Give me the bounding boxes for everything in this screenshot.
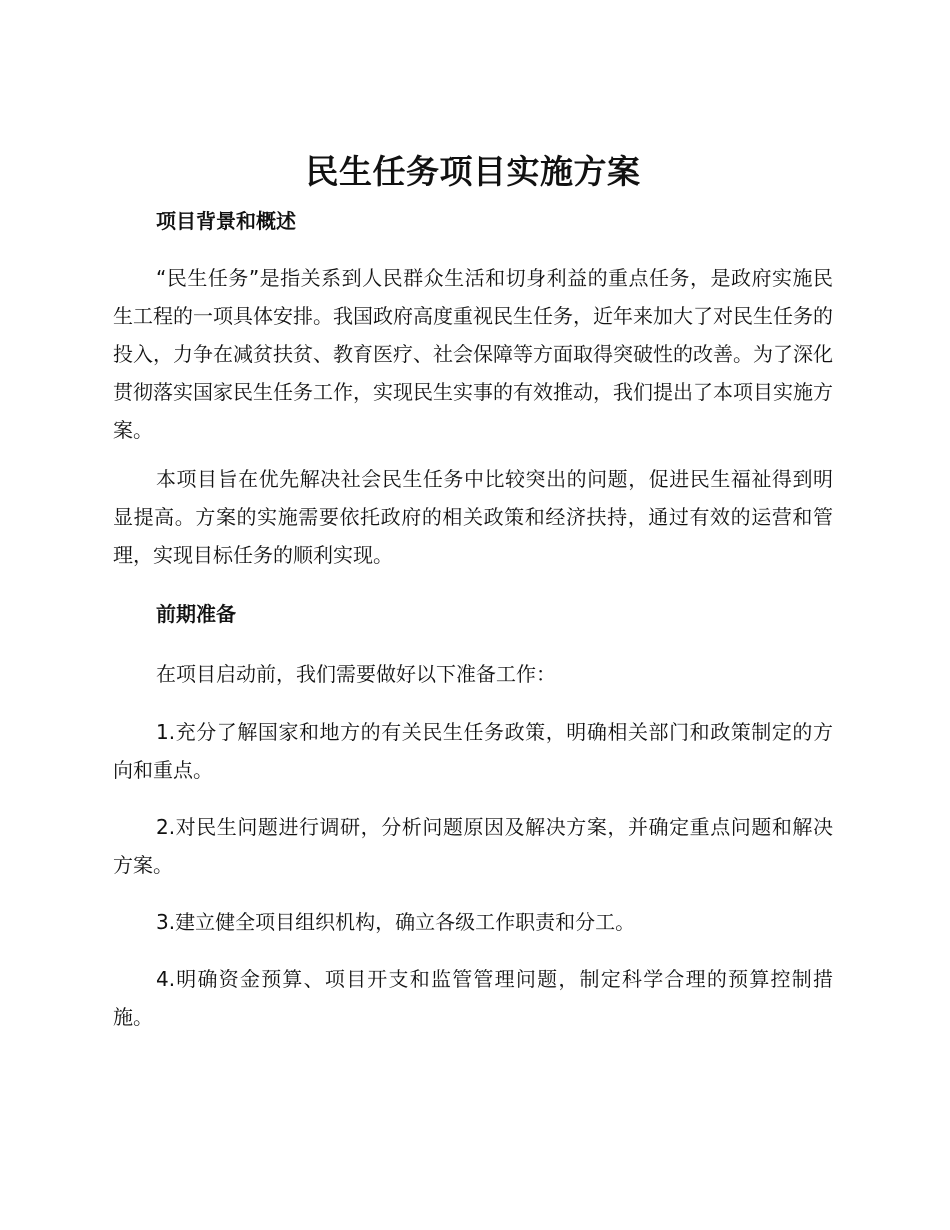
section-heading-preparation: 前期准备 xyxy=(156,602,236,626)
document-content xyxy=(113,150,833,1036)
preparation-item-1: 1.充分了解国家和地方的有关民生任务政策，明确相关部门和政策制定的方向和重点。 xyxy=(113,720,833,782)
background-paragraph-2: 本项目旨在优先解决社会民生任务中比较突出的问题，促进民生福祉得到明显提高。方案的实施需要依托政府的相关政策和经济扶持，通过有效的运营和管理，实现目标任务的顺利实现。 xyxy=(113,467,833,567)
preparation-item-4: 4.明确资金预算、项目开支和监管管理问题，制定科学合理的预算控制措施。 xyxy=(113,967,833,1029)
preparation-item-3: 3.建立健全项目组织机构，确立各级工作职责和分工。 xyxy=(156,910,636,934)
document-title: 民生任务项目实施方案 xyxy=(305,152,641,191)
preparation-item-2: 2.对民生问题进行调研，分析问题原因及解决方案，并确定重点问题和解决 方案。 xyxy=(113,815,833,877)
preparation-intro: 在项目启动前，我们需要做好以下准备工作： xyxy=(156,662,556,686)
section-heading-background: 项目背景和概述 xyxy=(156,209,296,233)
background-paragraph-1: “民生任务”是指关系到人民群众生活和切身利益的重点任务，是政府实施民生工程的一项具体安排。我国政府高度重视民生任务，近年来加大了对民生任务的投入，力争在减贫扶贫、教育医疗、社会保障等方面取得突破性的改善。为了深化贯彻落实国家民生任务工作，实现民生实事的有效推动，我们提出了本项目实施方案。 xyxy=(113,266,833,442)
